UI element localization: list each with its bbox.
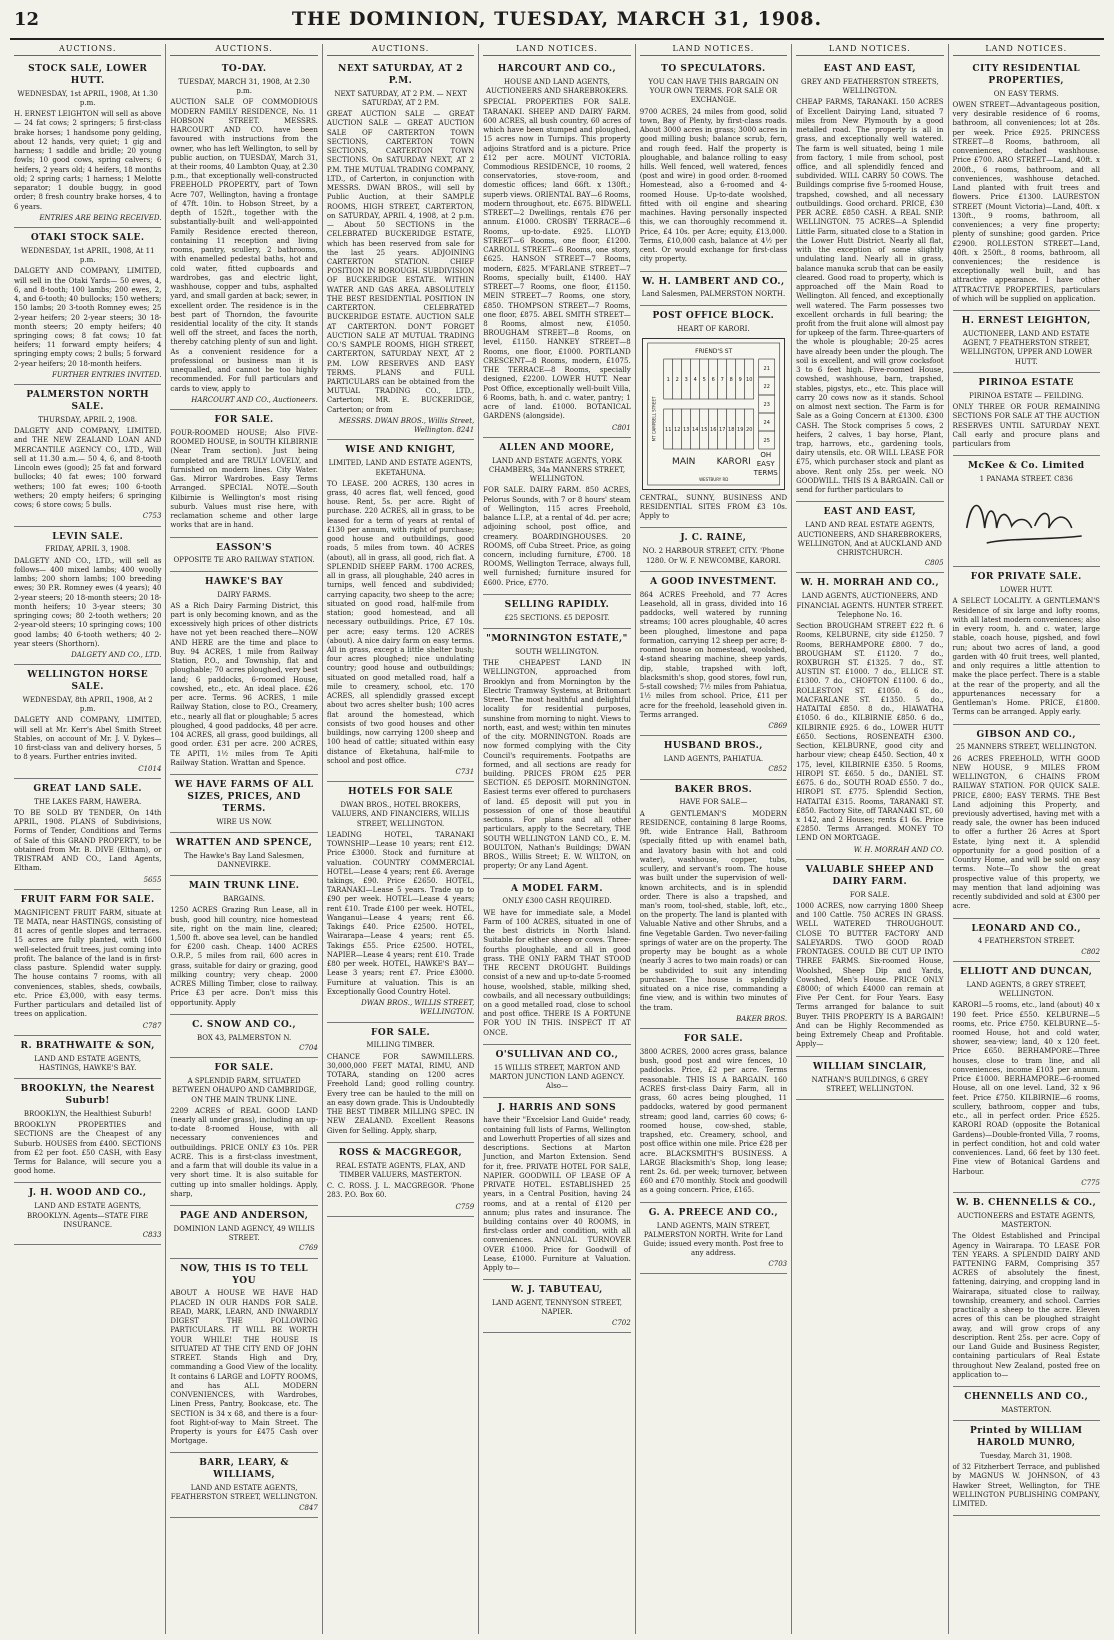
ad-subheadline: BROOKLYN, the Healthiest Suburb! xyxy=(23,1109,152,1118)
ad-headline: NEXT SATURDAY, AT 2 P.M. xyxy=(338,64,463,86)
advertisement xyxy=(640,272,787,306)
ad-headline: A MODEL FARM. xyxy=(510,883,603,894)
ad-subheadline: LOWER HUTT. xyxy=(999,586,1053,595)
ad-signature: C759 xyxy=(455,1202,475,1211)
ad-body: 26 ACRES FREEHOLD, WITH GOOD NEW HOUSE, 9 MILES FROM WELLINGTON, 6 CHAINS FROM RAILWAY STATION. FOR QUICK SALE. PRICE, £800; EASY TERMS. THE Best Land adjoining this Property, and previously advertised, having met with a ready sale, the owner has been induced to offer a further 26 Acres at Sport Estate, lying next it. A splendid opportunity for a good position of a Country Home, and will be sold on easy terms. Note—To show the great prospective value of this property, we may mention that land adjoining was recently subdivided and sold at £300 per acre. xyxy=(952,754,1100,911)
column-heading: AUCTIONS. xyxy=(170,44,317,56)
map-bottom-street: WESTBURY RD xyxy=(698,476,729,482)
ad-headline: FOR SALE. xyxy=(683,1034,743,1045)
advertisement xyxy=(170,1453,317,1517)
map-side-street: MT CAMPBELL STREET xyxy=(651,396,657,442)
ad-headline: G. A. PREECE AND CO., xyxy=(648,1207,779,1218)
ad-body: OWEN STREET—Advantageous position, very desirable residence of 6 rooms, bathroom, all conveniences; lot at 28s. per week. Price £925. PRINCESS STREET—8 Rooms, bathroom, all conveniences, detached washhouse. Price £700. ARO STREET—Land, 40ft. x 200ft., 6 rooms, bathroom, and all conveniences, washhouse detached. Land planted with fruit trees and flowers. Price £1300. LAURESTON STREET (Mount Victoria)—Land, 40ft. x 130ft., 9 rooms, bathroom, all conveniences; a very fine property; plenty of sunshine; good garden. Price £2900. ROLLESTON STREET—Land, 40ft. x 250ft., 8 rooms, bathroom, all conveniences; the residence is exceptionally well built, and has attractive appearance. I have other ATTRACTIVE PROPERTIES, particulars of which will be supplied on application. xyxy=(952,100,1100,303)
advertisement xyxy=(796,59,943,502)
ad-headline: WILLIAM SINCLAIR, xyxy=(812,1061,927,1072)
advertisement xyxy=(170,1206,317,1259)
ad-headline: FOR SALE. xyxy=(214,1063,274,1074)
ad-body: KARORI—5 rooms, etc., land (about) 40 x 190 feet. Price £550. KELBURNE—5 rooms, etc. Price £750. KELBURNE—5-roomed House, hot and cold water, shower, sea-view; land, 40 x 120 feet. Price £650. BERHAMPORE—Three houses, close to tram line, and all conveniences, income £103 per annum. Price £1000. BERHAMPORE—6-roomed House, all on one level. Land, 32 x 96 feet. Price £750. KILBIRNIE—6 rooms, scullery, bathroom, copper and tubs, etc., all in perfect order. Price £525. KARORI ROAD (opposite the Botanical Gardens)—Double-fronted Villa, 7 rooms, in perfect condition, hot and cold water conveniences. Land, 66 feet by 130 feet. Fine view of Botanical Gardens and Harbour. xyxy=(952,1001,1100,1176)
ad-subheadline: The Hawke's Bay Land Salesmen, DANNEVIRKE. xyxy=(184,851,305,869)
advertisement xyxy=(14,385,161,526)
ad-body: 864 ACRES Freehold, and 77 Acres Leasehold, all in grass, divided into 16 paddocks, well watered by running streams; 100 acres ploughable, 40 acres been ploughed, limestone and papa formation, carrying 12 sheep per acre; 8-roomed house on homestead, woolshed, 4-stand shearing machine, sheep yards, dip, stable, trapshed with loft, blacksmith's shop, good stores, fowl run, 5-stall cowshed; 7½ miles from Pahiatua, 1½ miles from school. Price, £11 per acre for the freehold, leasehold given in. Terms arranged. xyxy=(639,590,788,719)
ad-subheadline: 1 PANAMA STREET. C836 xyxy=(979,475,1073,484)
advertisement xyxy=(640,1203,787,1274)
advertisement xyxy=(796,573,943,859)
ad-signature: C869 xyxy=(768,721,788,730)
column-heading: AUCTIONS. xyxy=(14,44,161,56)
map-lot-number: 10 xyxy=(745,376,753,383)
advertisement xyxy=(327,1143,474,1217)
advertisement xyxy=(953,1387,1100,1421)
ad-headline: TO-DAY. xyxy=(221,64,267,74)
ad-headline: EAST AND EAST, xyxy=(823,507,917,518)
ad-subheadline: AUCTIONEER, LAND AND ESTATE AGENT, 7 FEATHERSTON STREET, WELLINGTON, UPPER AND LOWER HUTT. xyxy=(960,330,1092,366)
ad-body: A GENTLEMAN'S MODERN RESIDENCE, containing 8 large Rooms, 9ft. wide Entrance Hall, Bathroom (specially fitted up with enamel bath, and lavatory basin with hot and cold water), washhouse, copper, tubs, scullery, and servant's room. The house was built under the supervision of well-known architects, and is in splendid order. There is also a trapshed, and man's room, tool-shed, stable, loft, etc., on the property. The land is planted with Valuable Native and other Shrubs, and a fine Vegetable Garden. Two never-failing springs of water are on the property. The property may be bought as a whole (nearly 3 acres to two main roads) or can be subdivided to suit any intending purchaser. The house is splendidly situated on a nice rise, commanding a fine view, and is within two minutes of the tram. xyxy=(639,809,788,1012)
ad-headline: FRUIT FARM FOR SALE. xyxy=(20,894,155,905)
column-heading: LAND NOTICES. xyxy=(796,44,943,56)
ad-body: 1250 ACRES Grazing Run Lease, all in bush, good hill country, nice homestead site, right on the main line, cleared; 1,500 ft. above sea level, can be handled for £200 cash. Cheap. 1400 ACRES O.R.P., 5 miles from rail, 600 acres in grass, suitable for dairy or grazing, good milking country; very cheap. 2000 ACRES Milling Timber, close to railway. Price £3 per acre. Don't miss this opportunity. Apply xyxy=(170,906,318,1007)
ad-signature: ENTRIES ARE BEING RECEIVED. xyxy=(39,213,162,222)
advertisement xyxy=(483,1098,630,1281)
ad-subheadline: BOX 43, PALMERSTON N. xyxy=(197,1033,292,1042)
map-box-label: TERMS xyxy=(753,468,778,477)
ad-body: ABOUT A HOUSE WE HAVE HAD PLACED IN OUR HANDS FOR SALE. READ, MARK, LEARN, AND INWARDLY DIGEST THE FOLLOWING PARTICULARS. IT WILL BE WORTH YOUR WHILE! THE HOUSE IS SITUATED AT THE CITY END OF JOHN STREET. Stands High and Dry, commanding a Good View of the locality. It contains 6 LARGE and LOFTY ROOMS, and has ALL MODERN CONVENIENCES, with Wardrobes, Linen Press, Pantry, Bookcase, etc. The SECTION is 34 x 68, and there is a four-foot Right-of-way to Main Street. The Property is yours for £475 Cash over Mortgage. xyxy=(170,1289,318,1446)
map-lot-number: 20 xyxy=(745,426,753,433)
advertisement xyxy=(483,438,630,595)
advertisement xyxy=(170,1259,317,1454)
ad-subheadline: LAND AGENTS, 8 GREY STREET, WELLINGTON. xyxy=(966,980,1086,999)
page-title: THE DOMINION, TUESDAY, MARCH 31, 1908. xyxy=(291,8,823,30)
ad-body: CENTRAL, SUNNY, BUSINESS AND RESIDENTIAL SITES FROM £3 10s. Apply to xyxy=(639,493,788,521)
advertisement xyxy=(640,736,787,779)
advertisement xyxy=(953,962,1100,1193)
map-lot-number: 4 xyxy=(693,376,697,383)
signature-drawing xyxy=(953,488,1100,558)
advertisement xyxy=(953,919,1100,962)
ad-body: DALGETY AND COMPANY, LIMITED, will sell at Mr. Kerr's Abel Smith Street Stables, on account of Mr. J. V. Dykes— 10 first-class van and delivery horses, 5 to 8 years. Further entries invited. xyxy=(14,716,162,762)
ad-headline: HAWKE'S BAY xyxy=(204,576,284,587)
ad-subheadline: OPPOSITE TE ARO RAILWAY STATION. xyxy=(173,556,315,565)
ad-signature: C801 xyxy=(611,423,631,432)
ad-headline: "MORNINGTON ESTATE," xyxy=(486,634,628,645)
ad-subheadline: ONLY £300 CASH REQUIRED. xyxy=(502,897,612,906)
ad-subheadline: 15 WILLIS STREET, MARTON AND MARTON JUNCTION LAND AGENCY. Also— xyxy=(489,1063,625,1091)
map-lot-number: 24 xyxy=(763,419,770,426)
ad-headline: STOCK SALE, LOWER HUTT. xyxy=(28,64,148,86)
ad-headline: J. HARRIS AND SONS xyxy=(497,1102,617,1113)
ad-headline: HOTELS FOR SALE xyxy=(348,787,453,798)
advertisement xyxy=(327,1023,474,1143)
advertisement xyxy=(170,833,317,876)
ad-signature: C704 xyxy=(299,1043,318,1052)
advertisement xyxy=(170,775,317,833)
advertisement xyxy=(14,228,161,385)
column-6 xyxy=(791,44,947,1634)
ad-subheadline: LAND AGENT, TENNYSON STREET, NAPIER. xyxy=(491,1299,622,1317)
column-4 xyxy=(478,44,634,1634)
advertisement xyxy=(327,782,474,1022)
advertisement xyxy=(796,860,943,1057)
ad-signature: C1014 xyxy=(138,764,162,773)
column-heading: LAND NOTICES. xyxy=(483,44,630,56)
ad-headline: BAKER BROS. xyxy=(674,784,753,795)
map-road-label: MAIN xyxy=(671,456,696,467)
ad-headline: BROOKLYN, the Nearest Suburb! xyxy=(20,1084,155,1106)
ad-signature: FURTHER ENTRIES INVITED. xyxy=(51,370,162,379)
ad-headline: H. ERNEST LEIGHTON, xyxy=(961,316,1091,327)
ad-subheadline: TUESDAY, MARCH 31, 1908, At 2.30 p.m. xyxy=(178,77,310,96)
map-lot-number: 11 xyxy=(664,426,672,433)
ad-subheadline: AUCTIONEERS and ESTATE AGENTS, MASTERTON. xyxy=(957,1211,1096,1230)
map-drawing xyxy=(643,339,784,489)
ad-subheadline: Tuesday, March 31, 1908. xyxy=(980,1451,1073,1460)
ad-headline: LEVIN SALE. xyxy=(52,531,124,542)
ad-subheadline: LAND AGENTS, AUCTIONEERS, AND FINANCIAL AGENTS. HUNTER STREET. Telephone No. 16. xyxy=(796,592,944,619)
ad-headline: CHENNELLS AND CO., xyxy=(964,1392,1089,1403)
advertisement xyxy=(640,59,787,272)
ad-headline: R. BRATHWAITE & SON, xyxy=(20,1040,155,1051)
ad-headline: FOR PRIVATE SALE. xyxy=(970,572,1082,583)
ad-subheadline: WIRE US NOW. xyxy=(216,817,272,826)
ad-headline: W. H. LAMBERT AND CO., xyxy=(642,276,785,287)
ad-subheadline: NATHAN'S BUILDINGS, 6 GREY STREET, WELLINGTON. xyxy=(811,1075,929,1093)
ad-signature: C775 xyxy=(1081,1178,1100,1187)
advertisement xyxy=(483,629,630,879)
ad-subheadline: HOUSE AND LAND AGENTS, AUCTIONEERS AND SHAREBROKERS. xyxy=(485,77,628,96)
map-lot-number: 5 xyxy=(702,376,706,383)
map-lot-number: 6 xyxy=(711,376,715,383)
page-number: 12 xyxy=(14,9,40,30)
column-7 xyxy=(948,44,1104,1634)
ad-headline: ALLEN AND MOORE, xyxy=(499,442,615,453)
ad-headline: W. B. CHENNELLS & CO., xyxy=(956,1197,1097,1208)
ad-headline: OTAKI STOCK SALE. xyxy=(30,233,145,244)
ad-subheadline: WEDNESDAY, 1st APRIL, 1908, At 1.30 p.m. xyxy=(17,89,158,107)
map-lot-number: 16 xyxy=(709,426,717,433)
ad-body: H. ERNEST LEIGHTON will sell as above— 24 fat cows; 2 springers; 5 first-class brake horses; 1 handsome pony gelding, about 12 hands, very quiet; 1 gig and harness; 1 saddle and bridle; 20 young fowls; 10 good cows, spring calvers; 6 heifers, 2 years old; 4 heifers, 18 months old; 2 spring carts; 1 harness; 1 Melotte separator; 1 double buggy, in good order; 8 fresh country brake horses, 4 to 6 years. xyxy=(14,110,162,211)
ad-subheadline: WEDNESDAY, 1st APRIL, 1908, At 11 p.m. xyxy=(20,246,155,265)
ad-body: CHANCE FOR SAWMILLERS. 30,000,000 FEET MATAI, RIMU, AND TOTARA, standing on 1200 acres Freehold Land; good rolling country. Every tree can be hauled to the mill on an easy down grade. This is Undoubtedly THE BEST TIMBER MILLING SPEC. IN NEW ZEALAND. Excellent Reasons Given for Selling. Apply, sharp, xyxy=(326,1052,475,1135)
ad-headline: ROSS & MACGREGOR, xyxy=(338,1147,463,1158)
advertisement xyxy=(953,567,1100,724)
ad-subheadline: 25 MANNERS STREET, WELLINGTON. xyxy=(956,743,1097,752)
ad-subheadline: SOUTH WELLINGTON. xyxy=(515,647,599,656)
ad-body: 9700 ACRES, 24 miles from good, solid town, Bay of Plenty, by first-class roads. About 3000 acres in grass; 3000 acres in good milling bush; balance scrub, fern, and rough feed. Half the property is ploughable, and balance rolling to easy hills. Well fenced, well watered, fences (post and wire) in good order. 8-roomed Homestead, also a 6-roomed and 4-roomed House. Up-to-date woolshed, fitted with oil engine and shearing machines. Having personally inspected this, we can thoroughly recommend it. Price, £4 10s. per Acre; equity, £13,000. Terms, £10,000 cash, balance at 4½ per cent. Or would exchange for first-class city property. xyxy=(639,107,788,264)
ad-body: The Oldest Established and Principal Agency in Wairarapa. TO LEASE FOR TEN YEARS. A SPLENDID DAIRY AND FATTENING FARM, Comprising 357 ACRES of absolutely the finest, fattening, dairying, and cropping land in Wairarapa, situated close to railway, township, creamery, and school. Carries practically a sheep to the acre. Eleven acres of this can be ploughed straight away, and will grow crops of any description. Rent 25s. per acre. Copy of our Land Guide and Business Register, containing particulars of Real Estate throughout New Zealand, posted free on application to— xyxy=(952,1232,1100,1379)
ad-headline: EASSON'S xyxy=(216,542,273,553)
map-lot-number: 1 xyxy=(666,376,670,383)
advertisement xyxy=(953,1421,1100,1516)
ad-headline: HUSBAND BROS., xyxy=(663,741,763,752)
ad-headline: J. H. WOOD AND CO., xyxy=(28,1188,147,1199)
ad-signature: C787 xyxy=(142,1021,162,1030)
advertisement xyxy=(170,572,317,775)
ad-signature: C852 xyxy=(768,765,788,774)
ad-body: DALGETY AND COMPANY, LIMITED, and THE NEW ZEALAND LOAN AND MERCANTILE AGENCY CO., LTD., Will sell at 11.30 a.m.— 50 4, 6, and 8-tooth Lincoln ewes (good); 25 fat and forward bullocks; 40 fat ewes; 100 forward wethers; 100 fat ewes; 100 6-tooth wethers; 20 empty heifers; 6 springing cows; 6 store cows; 5 bulls. xyxy=(14,427,162,510)
advertisement xyxy=(14,1183,161,1245)
advertisement xyxy=(640,1029,787,1203)
map-box-label: OH xyxy=(760,450,771,459)
ad-subheadline: LAND AND ESTATE AGENTS, HASTINGS, HAWKE'S BAY. xyxy=(34,1054,142,1072)
ad-subheadline: LAND AND ESTATE AGENTS, BROOKLYN. Agents—STATE FIRE INSURANCE. xyxy=(26,1202,149,1229)
advertisement xyxy=(953,373,1100,456)
ad-subheadline: LAND AND ESTATE AGENTS, FEATHERSTON STREET, WELLINGTON. xyxy=(170,1484,318,1502)
ad-headline: FOR SALE. xyxy=(214,415,274,426)
ad-body: FOR SALE. DAIRY FARM. 850 ACRES, Pelorus Sounds, with 7 or 8 hours' steam of Wellington, 115 acres Freehold, balance L.I.P., at a rental of 4d. per acre; adjoining school, post office, and creamery. BOARDINGHOUSES. 20 ROOMS, off Cuba Street. Price, as going concern, including furniture, £700. 18 ROOMS, Wellington Terrace, always full, well furnished; furniture insured for £600. Price, £770. xyxy=(483,486,631,587)
ad-headline: TO SPECULATORS. xyxy=(661,64,766,74)
ad-body: MAGNIFICENT FRUIT FARM, situate at TE MATA, near HASTINGS, consisting of 81 acres of gentle slopes and terraces. 15 acres are fully planted, with 1600 well-selected fruit trees, just coming into profit. The balance of the land is in first-class pasture. Splendid water supply. The house contains 7 rooms, with all conveniences, stables, sheds, cowbails, etc. Price £3,000, with easy terms. Further particulars and detailed list of trees on application. xyxy=(14,908,162,1019)
map-lot-number: 18 xyxy=(727,426,735,433)
ad-subheadline: WEDNESDAY, 8th APRIL, 1908, At 2 p.m. xyxy=(22,695,153,714)
ad-body: TO BE SOLD BY TENDER, On 14th APRIL, 1908. PLANS of Subdivisions, Forms of Tender, Conditions and Terms of Sale of this GRAND PROPERTY, to be obtained from Mr. B. DIVE (Eltham), or TRISTRAM AND CO., Land Agents, Eltham. xyxy=(14,808,162,873)
ad-body: 3800 ACRES, 2000 acres grass, balance bush, good post and wire fences, 10 paddocks. Price, £2 per acre. Terms reasonable. THIS IS A BARGAIN. 160 ACRES first-class Dairy Farm, all in grass, 60 acres being ploughed, 11 paddocks, watered by good permanent stream; good land, carries 60 cows; 6-roomed house, cow-shed, stable, trapshed, etc. Creamery, school, and post office within one mile. Price £28 per acre. BLACKSMITH'S BUSINESS. A LARGE Blacksmith's Shop, long lease; rent 2s. 6d. per week; turnover, between £60 and £70 monthly. Stock and goodwill as a going concern. Price, £165. xyxy=(639,1047,788,1195)
advertisement xyxy=(14,527,161,666)
ad-body: AUCTION SALE OF COMMODIOUS MODERN FAMILY RESIDENCE, No. 11 HOBSON STREET. MESSRS. HARCOURT AND CO. have been favoured with instructions from the owner, who has left Wellington, to sell by public auction, on TUESDAY, March 31, at their rooms, 40 Lambton Quay, at 2.30 p.m., that exceptionally well-constructed FREEHOLD PROPERTY, part of Town Acre 707, Wellington, having a frontage of 47ft. 10in. to Hobson Street, by a depth of 152ft., together with the substantially-built and well-appointed Family Residence erected thereon, containing 11 reception and living rooms, pantry, scullery, 2 bathrooms, with enamelled pedestal baths, hot and cold water, fitted cupboards and wardrobes, gas and electric light, washhouse, copper and tubs, asphalted yard, and small garden at back; sewer, in excellent order. The residence is in the best part of Thorndon, the favourite residential locality of the city. It stands well off the street, and faces the north, thereby catching plenty of sun and light. As a convenient residence for a professional or business man it is unequalled, and cannot be too highly recommended. For full particulars and cards to view, apply to xyxy=(170,98,318,393)
advertisement xyxy=(953,311,1100,373)
map-lot-number: 25 xyxy=(763,437,770,444)
ad-subheadline: ON EASY TERMS. xyxy=(993,89,1059,98)
ad-subheadline: MILLING TIMBER. xyxy=(366,1041,435,1050)
map-lot-number: 21 xyxy=(763,365,770,372)
map-lot-number: 9 xyxy=(738,376,742,383)
ad-headline: POST OFFICE BLOCK. xyxy=(652,310,775,321)
ad-headline: W. H. MORRAH AND CO., xyxy=(800,578,940,589)
ad-subheadline: LIMITED, LAND AND ESTATE AGENTS, EKETAHUNA. xyxy=(328,459,473,477)
advertisement xyxy=(170,1015,317,1058)
ad-body: have their "Excelsior Land Guide" ready, containing full lists of Farms, Wellington and Lowerhutt Properties of all sizes and descriptions. Sections at Marton Junction, and Marton Extension. Send for it, free. PRIVATE HOTEL FOR SALE, NAPIER. GOODWILL OF LEASE OF A PRIVATE HOTEL. ESTABLISHED 25 years, in a Central Position, having 24 rooms, and at a rental of £120 per annum; plus rates and insurance. The building contains over 40 ROOMS, in first-class order and condition, with all conveniences. ANNUAL TURNOVER OVER £1000. Price for Goodwill of Lease, £1000. Furniture at Valuation. Apply to— xyxy=(483,1116,631,1273)
ad-subheadline: HEART OF KARORI. xyxy=(677,324,750,333)
column-1 xyxy=(10,44,165,1634)
ad-headline: FOR SALE. xyxy=(370,1027,431,1038)
ad-subheadline: MASTERTON. xyxy=(1001,1405,1052,1414)
ad-body: TO LEASE. 200 ACRES, 130 acres in grass, 40 acres flat, well fenced, good house. Rent, 5s. per acre. Right of purchase. 220 ACRES, all in grass, to be leased for a term of years at rental of £130 per annum, with right of purchase; good house and outbuildings, good roads, 5 miles from town. 40 ACRES (about), all in grass, all good, rich flat. A SPLENDID SHEEP FARM. 1700 ACRES, all in grass, all ploughable, 240 acres in turnips, well fenced and subdivided; carrying capacity, two sheep to the acre; situated on good road, half-mile from station; good homestead, and all necessary outbuildings. Price, £7 10s. per acre; easy terms. 120 ACRES (about). A nice dairy farm on easy terms. All in grass, except a little shelter bush; four acres ploughed; nice undulating country; good house and outbuildings; situated on good metalled road, half a mile to creamery, school, etc. 170 ACRES, all splendidly grassed except about two acres shelter bush; 100 acres flat around the homestead, which consists of two good houses and other buildings, now carrying 1200 sheep and 100 head of cattle; situated within easy distance of Eketahuna, half-mile to school and post office. xyxy=(326,479,475,765)
masthead xyxy=(10,8,1104,40)
ad-headline: O'SULLIVAN AND CO., xyxy=(495,1049,619,1060)
ad-headline: WRATTEN AND SPENCE, xyxy=(175,837,313,848)
advertisement xyxy=(483,879,630,1045)
mckee-signature xyxy=(953,488,1100,558)
map-box-label: EASY xyxy=(756,459,775,468)
ad-headline: BARR, LEARY, & WILLIAMS, xyxy=(199,1458,290,1481)
ad-subheadline: GREY AND FEATHERSTON STREETS, WELLINGTON. xyxy=(801,77,939,96)
ad-subheadline: FRIDAY, APRIL 3, 1908. xyxy=(45,545,131,554)
map-lot-number: 19 xyxy=(736,426,744,433)
advertisement xyxy=(14,779,161,890)
ad-subheadline: THE LAKES FARM, HAWERA. xyxy=(34,797,142,806)
ad-subheadline: BARGAINS. xyxy=(223,895,266,904)
ad-subheadline: FOR SALE. xyxy=(849,890,890,899)
ad-body: SPECIAL PROPERTIES FOR SALE. TARANAKI. SHEEP AND DAIRY FARM. 600 ACRES, all bush country, 60 acres of which have been stumped and ploughed, 15 acres now in Turnips. This property adjoins Stratford and is a picture. Price £12 per acre. MOUNT VICTORIA. Commodious RESIDENCE, 10 rooms, 2 conservatories, stove-room, and domestic offices; land 66ft. x 130ft.; superb views. ORIENTAL BAY—6 Rooms, modern throughout, etc. £675. BIDWELL STREET—2 Dwellings, rentals £76 per annum. £1000. CROSBY TERRACE—6 Rooms, up-to-date. £925. LLOYD STREET—6 Rooms, one floor, £1200. CARROLL STREET—6 Rooms, one story, £625. HANSON STREET—7 Rooms, modern, £825. M'FARLANE STREET—7 Rooms, specially built, £1400. HAY STREET—7 Rooms, one floor, £1150. MEIN STREET—7 Rooms, one story, £850. THOMPSON STREET—7 Rooms, one floor, £875. ABEL SMITH STREET—8 Rooms, almost new, £1050. BROUGHAM STREET—8 Rooms, on level, £1150. HANKEY STREET—8 Rooms, one floor, £1000. PORTLAND CRESCENT—8 Rooms, modern, £1075. THE TERRACE—8 Rooms, specially designed, £2200. LOWER HUTT. Near Post Office, exceptionally well-built Villa, 6 Rooms, bath, h. and c. water, pantry; 1 acre of land. £1000. BOTANICAL GARDENS (alongside). xyxy=(483,98,631,421)
ad-subheadline: LAND AGENTS, MAIN STREET, PALMERSTON NORTH. Write for Land Guide; issued every month. Post free to any address. xyxy=(643,1221,784,1258)
ad-body: ONLY THREE OR FOUR REMAINING SECTIONS FOR SALE AT THE AUCTION RESERVES UNTIL SATURDAY NEXT. Call early and procure plans and particulars from xyxy=(952,403,1100,448)
ad-body: FOUR-ROOMED HOUSE; Also FIVE-ROOMED HOUSE, in SOUTH KILBIRNIE (Near Tram section). Just being completed and are TRULY LOVELY, and furnished on modern lines. City Water. Gas. Mirror Wardrobes. Easy Terms Arranged. SPECIAL NOTE.—South Kilbirnie is Wellington's most rising suburb. Values must rise here, with reclamation scheme and other large works that are in hand. xyxy=(170,428,318,530)
advertisement xyxy=(953,59,1100,311)
ad-subheadline: DWAN BROS., HOTEL BROKERS, VALUERS, AND FINANCIERS, WILLIS STREET, WELLINGTON. xyxy=(331,801,470,828)
ad-body: LEADING HOTEL, TARANAKI TOWNSHIP—Lease 10 years; rent £12. Price £3000. Stock and furniture at valuation. COUNTRY COMMERCIAL HOTEL—Lease 4 years; rent £6. Average takings, £90. Price £2650. HOTEL, TARANAKI—Lease 5 years. Trade up to £90 per week. HOTEL—Lease 4 years; rent £10. Trade £100 per week. HOTEL, Wanganui—Lease 4 years; rent £6. Takings £40. Price £2500. HOTEL, Wairarapa—Lease 4 years; rent £5. Takings £55. Price £2500. HOTEL, NAPIER—Lease 4 years; rent £10. Trade £80 per week. HOTEL, HAWKE'S BAY—Lease 3 years; rent £7. Price £3000. Furniture at valuation. This is an Exceptionally Good Country Hotel. xyxy=(326,830,475,996)
ad-subheadline: NEXT SATURDAY, AT 2 P.M. — NEXT SATURDAY, AT 2 P.M. xyxy=(334,89,467,107)
advertisement xyxy=(14,59,161,228)
ad-subheadline: NO. 2 HARBOUR STREET, CITY. 'Phone 1280. Or W. F. NEWCOMBE, KARORI. xyxy=(642,547,785,565)
ad-subheadline: A SPLENDID FARM, SITUATED BETWEEN OHAUPO AND CAMBRIDGE, ON THE MAIN TRUNK LINE. xyxy=(171,1077,317,1104)
map-road-label: KARORI xyxy=(716,456,751,467)
ad-subheadline: LAND AND REAL ESTATE AGENTS, AUCTIONEERS, AND SHAREBROKERS, WELLINGTON, And at AUCKLAND AND CHRISTCHURCH. xyxy=(797,521,942,557)
ad-body: GREAT AUCTION SALE — GREAT AUCTION SALE — GREAT AUCTION SALE OF CARTERTON TOWN SECTIONS, CARTERTON TOWN SECTIONS, CARTERTON TOWN SECTIONS. On SATURDAY NEXT, AT 2 P.M. THE MUTUAL TRADING COMPANY, LTD., of Carterton, in conjunction with MESSRS. DWAN BROS., will sell by Public Auction, at their SAMPLE ROOMS, HIGH STREET, CARTERTON, on SATURDAY, APRIL 4, 1908, at 2 p.m.— About 50 SECTIONS in the CELEBRATED BUCKERIDGE ESTATE, which has been reserved from sale for the last 25 years. ADJOINING CARTERTON STATION. CHIEF POSITION IN BOROUGH. SUBDIVISION OF BUCKERIDGE ESTATE. WITHIN WATER AND GAS AREA. ABSOLUTELY THE BEST RESIDENTIAL POSITION IN CARTERTON. CELEBRATED BUCKERIDGE ESTATE. AUCTION SALE AT CARTERTON. DON'T FORGET AUCTION SALE AT MUTUAL TRADING CO.'S SAMPLE ROOMS, HIGH STREET, CARTERTON, SATURDAY NEXT, AT 2 P.M. LOW RESERVES AND EASY TERMS. PLANS and FULL PARTICULARS can be obtained from the MUTUAL TRADING CO., LTD., Carterton; MR. E. BUCKERIDGE, Carterton; or from xyxy=(326,110,475,414)
advertisement xyxy=(327,59,474,440)
map-lot-number: 2 xyxy=(675,376,679,383)
ad-headline: A GOOD INVESTMENT. xyxy=(650,576,777,587)
ad-signature: BAKER BROS. xyxy=(736,1014,788,1023)
ad-headline: EAST AND EAST, xyxy=(823,64,917,74)
ad-headline: SELLING RAPIDLY. xyxy=(504,599,610,610)
ad-headline: GREAT LAND SALE. xyxy=(33,783,143,794)
ad-signature: C702 xyxy=(611,1318,631,1327)
ad-signature: DWAN BROS., WILLIS STREET, WELLINGTON. xyxy=(361,999,475,1017)
column-heading: AUCTIONS. xyxy=(327,44,474,56)
ad-headline: WELLINGTON HORSE SALE. xyxy=(27,670,149,693)
advertisement xyxy=(640,780,787,1030)
advertisement xyxy=(170,876,317,1015)
ad-signature: 5655 xyxy=(143,875,162,884)
ad-body: BROOKLYN PROPERTIES and SECTIONS are the Cheapest of any Suburb. HOUSES from £400. SECTIONS from £2 per foot. £50 CASH, with Easy Terms for Balance, will secure you a good home. xyxy=(14,1121,162,1176)
ad-body: CHEAP FARMS, TARANAKI. 150 ACRES of Excellent Dairying Land, situated 7 miles from New Plymouth by a good metalled road. The property is all in grass, and exceptionally well watered. The farm is well situated, being 1 mile from factory, 1 mile from school, post office, and all splendidly fenced and subdivided. WILL CARRY 50 COWS. The Buildings comprise five 5-roomed House, trapshed, cowshed, and all necessary outbuildings. Good orchard. PRICE, £30 PER ACRE. £850 CASH. A REAL SNIP. WELLINGTON. 75 ACRES—A Splendid Little Farm, situated close to a Station in the Lower Hutt District. Nearly all flat, with the exception of some slightly undulating land. Nearly all in grass, balance manuka scrub that can be easily cleared. Good road to property, which is approached off the Main Road to Wellington. All fenced, and exceptionally well watered. The Farm possesses two excellent orchards in full bearing; the profit from the fruit alone will almost pay for upkeep of the farm. Three-quarters of the whole is ploughable; 20-25 acres have already been under the plough. The soil is excellent, and will grow cocksfoot 3 to 6 feet high. Five-roomed House, cowshed, washhouse, barn, trapshed, stables, pigstys, etc., etc. This place will carry 20 cows now as it stands. School on almost next section. The Farm is for Sale as a Going Concern at £1300. £300 CASH. The Stock comprises 5 cows, 2 heifers, 2 calves, 1 bay horse, Plant, trap, harrows, etc., gardening tools, dairy utensils, etc. OR WILL LEASE FOR £75, which purchaser stock and plant as above. Rent only 25s. per week. NO GOODWILL. THIS IS A BARGAIN. Call or send for further particulars to xyxy=(796,98,944,495)
ad-body: DALGETY AND CO., LTD., will sell as follows— 400 mixed lambs; 400 woolly lambs; 200 shorn lambs; 100 breeding ewes; 30 P.R. Romney ewes (4 years); 40 2-year steers; 20 18-month steers; 20 18-month heifers; 10 3-year steers; 30 springing cows; 80 2-tooth wethers; 20 2-year-old steers; 10 springing cows; 100 good lambs; 40 6-tooth wethers; 40 2-year steers (Shorthorn). xyxy=(14,556,162,648)
ad-signature: C805 xyxy=(924,559,944,568)
ad-subheadline: LAND AND ESTATE AGENTS, YORK CHAMBERS, 34a MANNERS STREET, WELLINGTON. xyxy=(488,456,626,484)
advertisement xyxy=(796,502,943,573)
column-3 xyxy=(322,44,478,1634)
ad-signature: HARCOURT AND CO., Auctioneers. xyxy=(191,395,318,404)
map-lot-number: 22 xyxy=(763,383,770,390)
advertisement xyxy=(483,59,630,438)
ad-body: WE have for immediate sale, a Model Farm of 100 ACRES, situated in one of the best districts in North Island. Suitable for either sheep or cows. Three-fourths ploughable, and all in good grass. THE ONLY FARM THAT STOOD THE RECENT DROUGHT. Buildings consist of a new and up-to-date 5-roomed house, woolshed, stable, milking shed, cowbails, and all necessary outbuildings; on a good metalled road, close to school and post office. THERE IS A FORTUNE FOR YOU IN THIS. INSPECT IT AT ONCE. xyxy=(483,908,631,1037)
map-street-label: FRIEND'S ST xyxy=(694,347,732,355)
ad-signature: DALGETY AND CO., LTD. xyxy=(71,650,162,659)
map-lot-number: 14 xyxy=(691,426,699,433)
ad-subheadline: REAL ESTATE AGENTS, FLAX, AND TIMBER VALUERS, MASTERTON. xyxy=(335,1161,466,1179)
ad-signature: MESSRS. DWAN BROS., Willis Street, Wellington. 8241 xyxy=(338,416,475,435)
map-lot-number: 7 xyxy=(720,376,724,383)
advertisement xyxy=(640,572,787,736)
ad-headline: MAIN TRUNK LINE. xyxy=(188,881,300,892)
ad-subheadline: HAVE FOR SALE— xyxy=(679,798,748,807)
ad-signature: C753 xyxy=(142,512,162,521)
ad-body: C. C. ROSS. J. L. MACGREGOR. 'Phone 283. P.O. Box 60. xyxy=(326,1182,475,1200)
ad-body: of 32 Fitzherbert Terrace, and published by MAGNUS W. JOHNSON, of 43 Hawker Street, Wellington, for THE WELLINGTON PUBLISHING COMPANY, LIMITED. xyxy=(952,1463,1100,1509)
ad-headline: GIBSON AND CO., xyxy=(976,729,1077,740)
ad-signature: C833 xyxy=(142,1231,162,1240)
ad-body: THE CHEAPEST LAND IN WELLINGTON, approached from Brooklyn and from Mornington by the Electric Tramway Systems, at Britomart Street. The most healthful and delightful locality for residential purposes, sunshine from morning to night. Views to north, east, and west; within ten minutes of the city. MORNINGTON. Roads are now formed complying with the City Council's requirements. Footpaths are formed, and all sections are ready for building. PRICES FROM £25 PER SECTION. £5 DEPOSIT. MORNINGTON. Easiest terms ever offered to purchasers of land. £5 deposit will put you in possession of one of those beautiful sections. For plans and all other particulars, apply to the Secretary, THE SOUTH WELLINGTON LAND CO., E. M. BOULTON, Nathan's Buildings; DWAN BROS., Willis Street; E. W. WILTON, on property; Or any Land Agent. xyxy=(483,659,631,871)
ad-headline: PIRINOA ESTATE xyxy=(978,377,1074,388)
map-lot-number: 13 xyxy=(682,426,690,433)
ad-subheadline: THURSDAY, APRIL 2, 1908. xyxy=(38,415,138,424)
advertisement xyxy=(170,59,317,410)
ad-body: Section BROUGHAM STREET £22 ft. 6 Rooms, KELBURNE, city side £1250. 7 Rooms, BERHAMPORE £800. 7 do., BROUGHAM ST. £1120. 7 do., ROXBURGH ST. £1325. 7 do., ST. AUSTIN ST. £1000. 7 do., ELLICE ST. £1300. 7 do., CHOFTON £1100. 6 do., ROLLESTON ST. £1050. 6 do., MACFARLANE ST. £1350. 5 do., HATAITAI £850. 8 do., HIAWATHA £1050. 6 do., KILBIRNIE £850. 6 do., KILBIRNIE £925. 6 do., LOWER HUTT £650. Sections, ROSENEATH £300. Section, KELBURNE, good city and harbour view; cheap £450. Section, 40 x 175, level, KILBIRNIE £350. 5 Rooms, HIROPI ST. £650. 5 do., DANIEL ST. £675. 6 do., SOUTH ROAD £550. 7 do., HIROPI ST. £775. Splendid Section, HATAITAI £315. Rooms, TARANAKI ST. £850. Factory Site, off TARANAKI ST., 60 x 142, and 2 Houses; rents £1 6s. Price £2850. Terms Arranged. MONEY TO LEND ON MORTGAGE. xyxy=(796,622,944,843)
advertisement xyxy=(327,440,474,782)
map-lot-number: 17 xyxy=(718,426,726,433)
advertisement xyxy=(796,1057,943,1100)
advertisement xyxy=(953,725,1100,919)
advertisement xyxy=(953,1193,1100,1387)
ad-body: A SELECT LOCALITY. A GENTLEMAN'S Residence of six large and lofty rooms, with all latest modern conveniences; also in every room, h. and c. water, large stable, coach house, pigshed, and fowl run; about two acres of land, a good garden with 40 fruit trees, well planted, and only requires a little attention to make the place perfect. There is a stable at the rear of the property, and all the appurtenances necessary for a Gentleman's Home. PRICE, £1800. Terms can be arranged. Apply early. xyxy=(952,597,1100,717)
advertisement xyxy=(170,538,317,572)
ad-subheadline: DOMINION LAND AGENCY, 49 WILLIS STREET. xyxy=(173,1225,315,1243)
map-lot-number: 23 xyxy=(763,401,770,408)
map-lot-number: 8 xyxy=(729,376,733,383)
ad-headline: J. C. RAINE, xyxy=(680,533,747,544)
ad-signature: C731 xyxy=(455,768,475,777)
ad-signature: C847 xyxy=(299,1503,318,1512)
ad-subheadline: DAIRY FARMS. xyxy=(217,590,272,599)
columns-container xyxy=(10,44,1104,1634)
ad-headline: W. J. TABUTEAU, xyxy=(511,1285,603,1296)
ad-headline: LEONARD AND CO., xyxy=(971,923,1082,934)
ad-signature: C769 xyxy=(299,1244,318,1253)
advertisement xyxy=(14,1079,161,1183)
advertisement xyxy=(14,1036,161,1079)
map-lot-number: 3 xyxy=(684,376,688,383)
column-heading: LAND NOTICES. xyxy=(640,44,787,56)
ad-signature: C802 xyxy=(1081,947,1100,956)
ad-subheadline: 4 FEATHERSTON STREET. xyxy=(977,937,1075,946)
map-lot-number: 12 xyxy=(673,426,681,433)
advertisement xyxy=(483,1045,630,1098)
post-office-block-map xyxy=(642,338,785,490)
ad-headline: McKee & Co. Limited xyxy=(967,461,1085,472)
ad-body: 1000 ACRES, now carrying 1800 Sheep and 100 Cattle. 750 ACRES IN GRASS. WELL WATERED THROUGHOUT. CLOSE TO BUTTER FACTORY AND SALEYARDS. TWO GOOD ROAD FRONTAGES. COULD BE CUT UP INTO THREE FARMS. Six-roomed House, Woolshed, Sheep Dip and Yards, Cowshed, Men's House. PRICE ONLY £8000; of which £4000 can remain at Five Per Cent. for Four Years. Easy Terms arranged for balance to suit Buyer. THIS PROPERTY IS A BARGAIN! And can be Highly Recommended as being Extremely Cheap and Profitable. Apply— xyxy=(796,901,944,1049)
ad-headline: NOW, THIS IS TO TELL YOU xyxy=(180,1263,309,1286)
advertisement xyxy=(953,456,1100,567)
advertisement xyxy=(640,306,787,529)
ad-subheadline: YOU CAN HAVE THIS BARGAIN ON YOUR OWN TERMS. FOR SALE OR EXCHANGE. xyxy=(648,77,779,105)
column-5 xyxy=(635,44,791,1634)
ad-headline: PAGE AND ANDERSON, xyxy=(179,1211,309,1222)
ad-subheadline: £25 SECTIONS. £5 DEPOSIT. xyxy=(504,613,610,622)
ad-subheadline: Land Salesmen, PALMERSTON NORTH. xyxy=(641,290,786,299)
ad-subheadline: PIRINOA ESTATE — FEILDING. xyxy=(969,391,1084,400)
ad-headline: WISE AND KNIGHT, xyxy=(345,445,456,456)
signature-stroke xyxy=(966,506,1081,544)
ad-headline: Printed by WILLIAM HAROLD MUNRO, xyxy=(969,1426,1083,1449)
advertisement xyxy=(14,890,161,1036)
advertisement xyxy=(483,1280,630,1333)
ad-headline: ELLIOTT AND DUNCAN, xyxy=(960,966,1093,977)
ad-body: 2209 ACRES of REAL GOOD LAND (nearly all under grass), including an up-to-date 8-roomed House, with all necessary conveniences and outbuildings. PRICE ONLY £3 10s. PER ACRE. This is a first-class investment, and a farm that will double its value in a very short time. It is also suitable for cutting up into smaller holdings. Apply, sharp, xyxy=(170,1106,318,1198)
column-heading: LAND NOTICES. xyxy=(953,44,1100,56)
advertisement xyxy=(170,1058,317,1206)
ad-headline: WE HAVE FARMS OF ALL SIZES, PRICES, AND TERMS. xyxy=(174,779,314,814)
ad-headline: C. SNOW AND CO., xyxy=(192,1019,297,1030)
ad-headline: VALUABLE SHEEP AND DAIRY FARM. xyxy=(805,864,934,887)
ad-headline: PALMERSTON NORTH SALE. xyxy=(26,390,150,413)
ad-signature: W. H. MORRAH AND CO. xyxy=(853,845,944,854)
ad-headline: HARCOURT AND CO., xyxy=(497,64,617,74)
advertisement xyxy=(483,595,630,629)
map-lot-number: 15 xyxy=(700,426,708,433)
advertisement xyxy=(14,665,161,779)
ad-body: AS a Rich Dairy Farming District, this part is only becoming known, and as the excessively high prices of other districts have not yet been reached there—NOW AND HERE are the time and place to Buy. 94 ACRES, 1 mile from Railway Station, P.O., and Township, flat and ploughable; 70 acres ploughed, very best land; 6 paddocks, 6-roomed House, cowshed, etc., etc. An ideal place. £26 per acre. Terms. 96 ACRES, 1 mile Railway Station, close to P.O., Creamery, etc., nearly all flat or ploughable; 5 acres ploughed, 4 good paddocks, 48 per acre. 104 ACRES, all grass, good buildings, all good order. £31 per acre. 200 ACRES, TE APITI, 1½ miles from Te Apiti Railway Station. Wrattan and Spence. xyxy=(170,601,318,767)
advertisement xyxy=(640,528,787,571)
ad-headline: CITY RESIDENTIAL PROPERTIES, xyxy=(972,64,1081,86)
column-2 xyxy=(165,44,321,1634)
ad-body: DALGETY AND COMPANY, LIMITED, will sell in the Otaki Yards— 50 ewes, 4, 6, and 8-tooth; 100 lambs; 200 ewes, 2, 4, and 6-tooth; 40 bullocks; 150 wethers; 150 lambs; 20 3-tooth Romney ewes; 25 2-year heifers; 20 2-year steers; 30 18-month steers; 20 empty heifers; 40 springing cows; 8 fat cows; 10 fat heifers; 11 forward empty heifers; 4 springing empty cows; 2 bulls; 5 forward 2-year heifers; 20 18-month heifers. xyxy=(14,267,162,368)
advertisement xyxy=(170,410,317,537)
ad-signature: C703 xyxy=(768,1259,788,1268)
ad-subheadline: LAND AGENTS, PAHIATUA. xyxy=(663,755,764,764)
